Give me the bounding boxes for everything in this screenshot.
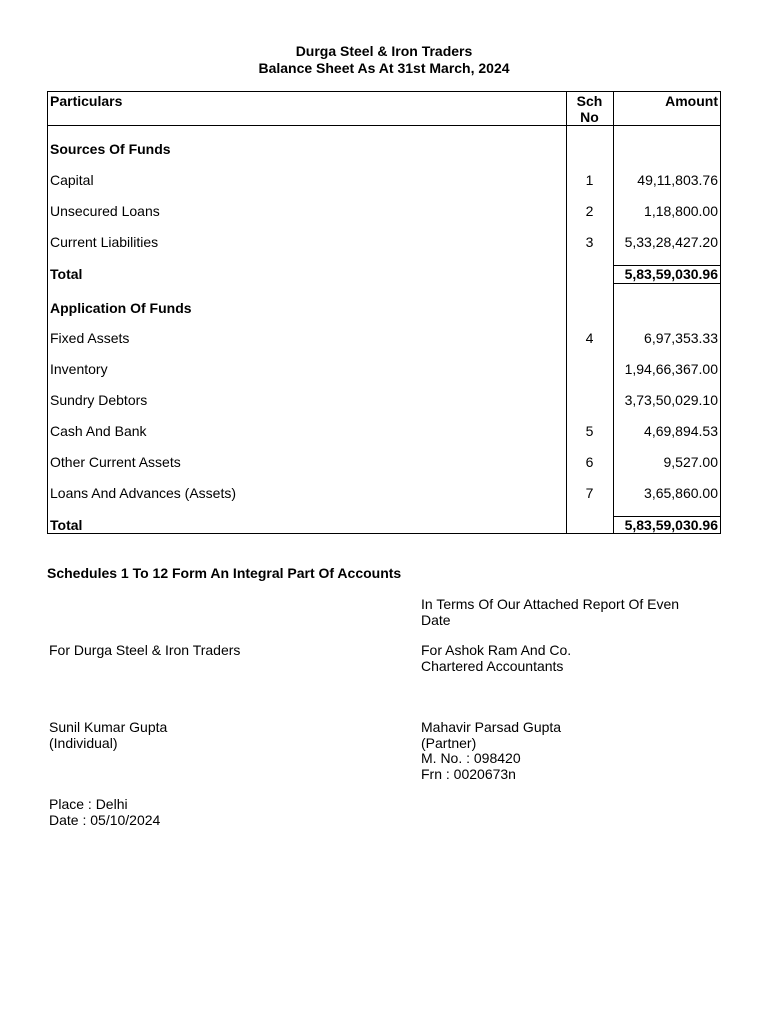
row-sch: 1 (585, 172, 594, 188)
auditor-signatory: Mahavir Parsad Gupta (Partner) M. No. : 098420 Frn : 0020673n (421, 719, 562, 782)
row-amount: 3,65,860.00 (644, 485, 718, 501)
section-heading-application: Application Of Funds (50, 300, 192, 316)
for-company: For Durga Steel & Iron Traders (49, 642, 241, 658)
total-rule-bottom (613, 283, 720, 284)
row-label: Cash And Bank (50, 423, 147, 439)
auditor-firm: For Ashok Ram And Co. Chartered Accountants (421, 642, 572, 674)
schedules-note: Schedules 1 To 12 Form An Integral Part Of Accounts (47, 565, 402, 581)
total-row-application: Total 5,83,59,030.96 (50, 517, 718, 533)
row-label: Other Current Assets (50, 454, 181, 470)
row-amount: 5,33,28,427.20 (624, 234, 718, 250)
document-title: Balance Sheet As At 31st March, 2024 (258, 60, 510, 76)
header-divider (48, 125, 720, 126)
table-row (48, 233, 720, 251)
table-row (48, 453, 720, 471)
row-label: Unsecured Loans (50, 203, 160, 219)
column-header-sch-no: Sch No (576, 93, 603, 125)
company-signatory: Sunil Kumar Gupta (Individual) (49, 719, 168, 751)
row-label: Inventory (50, 361, 108, 377)
row-label: Capital (50, 172, 94, 188)
place-and-date: Place : Delhi Date : 05/10/2024 (49, 796, 161, 828)
row-label: Current Liabilities (50, 234, 159, 250)
balance-sheet-table (47, 91, 721, 534)
table-row (48, 391, 720, 409)
row-sch: 3 (585, 234, 594, 250)
column-header-amount: Amount (665, 93, 718, 109)
row-label: Fixed Assets (50, 330, 130, 346)
row-sch: 7 (585, 485, 594, 501)
total-row-sources: Total 5,83,59,030.96 (50, 266, 718, 282)
row-amount: 4,69,894.53 (644, 423, 718, 439)
row-label: Sundry Debtors (50, 392, 148, 408)
row-amount: 6,97,353.33 (644, 330, 718, 346)
row-amount: 1,18,800.00 (644, 203, 718, 219)
row-amount: 3,73,50,029.10 (624, 392, 718, 408)
row-sch: 4 (585, 330, 594, 346)
row-label: Loans And Advances (Assets) (50, 485, 236, 501)
column-header-particulars: Particulars (50, 93, 123, 109)
table-row (48, 171, 720, 189)
table-row (48, 360, 720, 378)
table-row (48, 484, 720, 502)
row-sch: 5 (585, 423, 594, 439)
row-amount: 49,11,803.76 (637, 172, 718, 188)
row-amount: 1,94,66,367.00 (624, 361, 718, 377)
table-row (48, 329, 720, 347)
table-row (48, 202, 720, 220)
company-name: Durga Steel & Iron Traders (295, 43, 473, 59)
row-sch: 2 (585, 203, 594, 219)
report-reference: In Terms Of Our Attached Report Of Even Date (421, 596, 680, 628)
row-amount: 9,527.00 (663, 454, 718, 470)
section-heading-sources: Sources Of Funds (50, 141, 171, 157)
row-sch: 6 (585, 454, 594, 470)
table-row (48, 422, 720, 440)
